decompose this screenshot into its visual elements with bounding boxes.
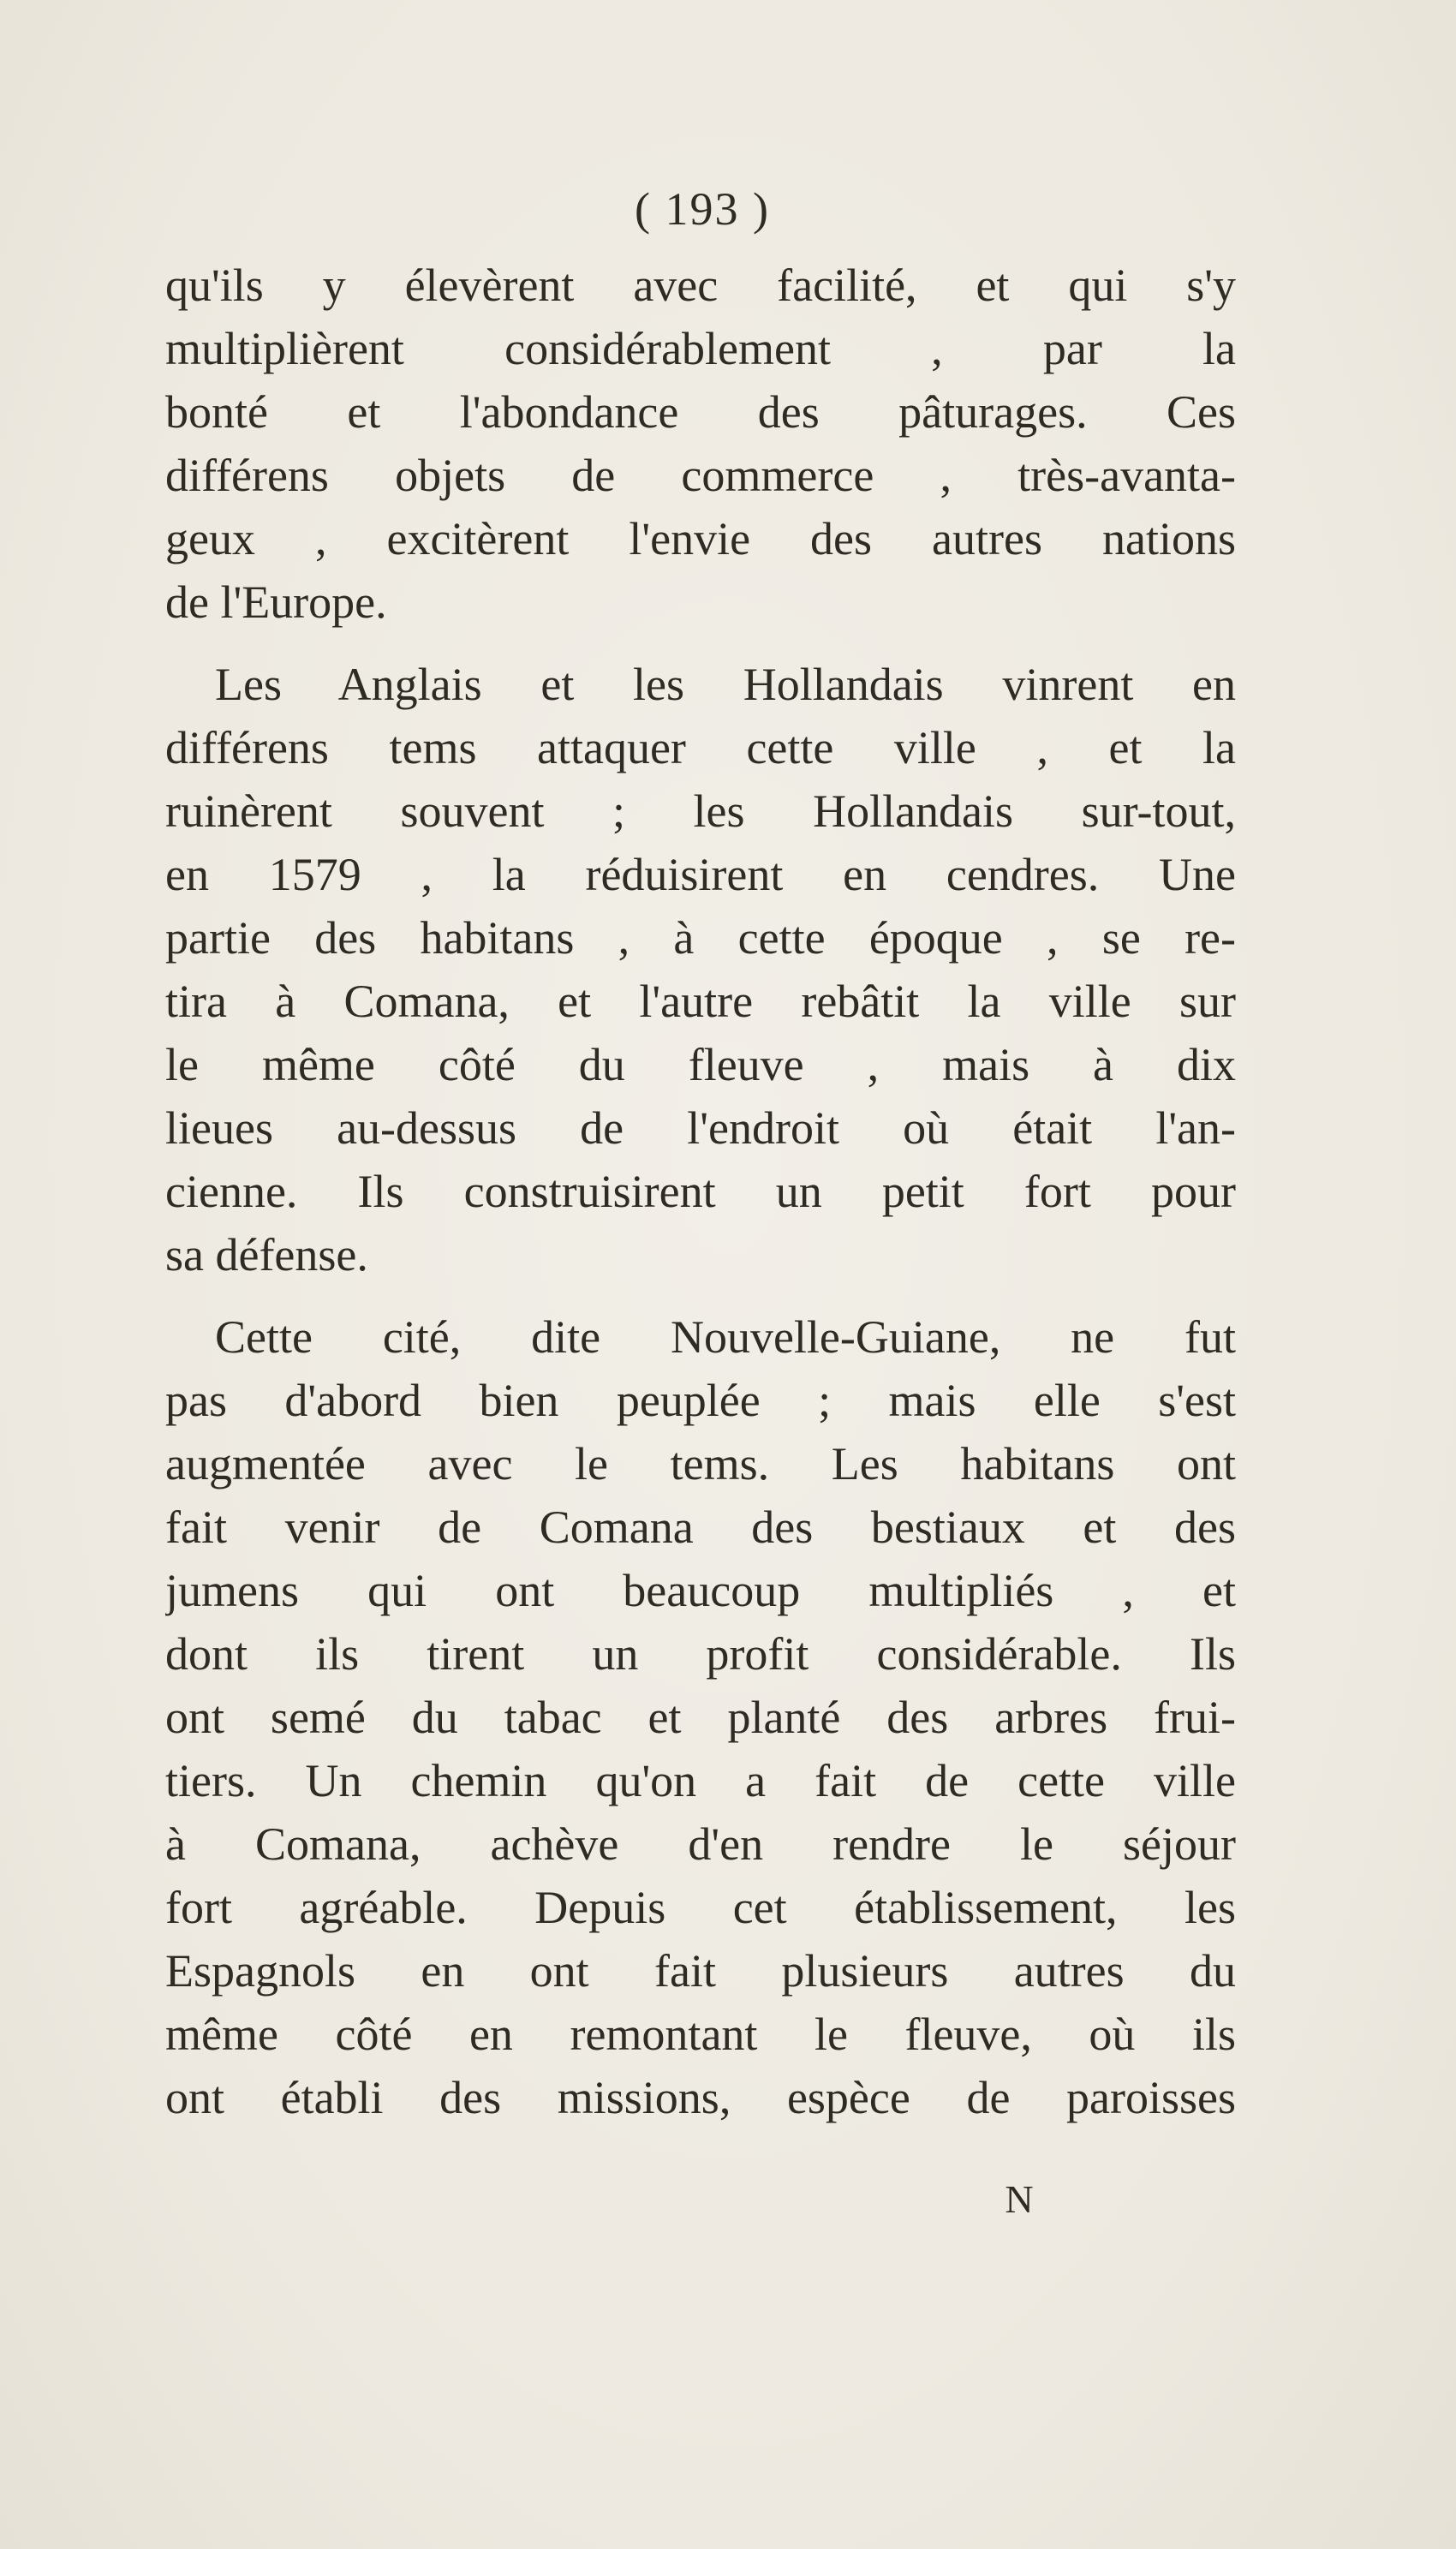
text-line: multiplièrent considérablement , par la <box>165 323 1236 374</box>
text-line: de l'Europe. <box>165 576 387 628</box>
text-line: Les Anglais et les Hollandais vinrent en <box>215 659 1236 710</box>
text-line: tira à Comana, et l'autre rebâtit la ville sur <box>165 976 1236 1027</box>
text-line: qu'ils y élevèrent avec facilité, et qui s'y <box>165 260 1236 311</box>
text-line: bonté et l'abondance des pâturages. Ces <box>165 386 1236 438</box>
text-line: différens tems attaquer cette ville , et la <box>165 722 1236 773</box>
text-line: en 1579 , la réduisirent en cendres. Une <box>165 849 1236 900</box>
text-line: fort agréable. Depuis cet établissement, les <box>165 1882 1236 1933</box>
text-line: cienne. Ils construisirent un petit fort pour <box>165 1166 1236 1217</box>
text-line: partie des habitans , à cette époque , se re- <box>165 912 1236 964</box>
text-line: tiers. Un chemin qu'on a fait de cette ville <box>165 1755 1236 1806</box>
text-line: différens objets de commerce , très-avanta- <box>165 450 1236 501</box>
text-line: Cette cité, dite Nouvelle-Guiane, ne fut <box>215 1311 1236 1363</box>
text-line: ont établi des missions, espèce de paroisses <box>165 2072 1236 2123</box>
text-line: pas d'abord bien peuplée ; mais elle s'est <box>165 1375 1236 1426</box>
text-line: même côté en remontant le fleuve, où ils <box>165 2009 1236 2060</box>
text-line: ont semé du tabac et planté des arbres frui- <box>165 1692 1236 1743</box>
text-line: fait venir de Comana des bestiaux et des <box>165 1501 1236 1553</box>
text-line: augmentée avec le tems. Les habitans ont <box>165 1438 1236 1489</box>
text-line: lieues au-dessus de l'endroit où était l'an- <box>165 1102 1236 1154</box>
text-line: ruinèrent souvent ; les Hollandais sur-tout, <box>165 785 1236 837</box>
text-line: geux , excitèrent l'envie des autres nations <box>165 513 1236 564</box>
text-line: Espagnols en ont fait plusieurs autres du <box>165 1945 1236 1997</box>
text-line: à Comana, achève d'en rendre le séjour <box>165 1818 1236 1870</box>
text-line: jumens qui ont beaucoup multipliés , et <box>165 1565 1236 1616</box>
text-line: le même côté du fleuve , mais à dix <box>165 1039 1236 1090</box>
text-line: dont ils tirent un profit considérable. Ils <box>165 1628 1236 1680</box>
text-line: sa défense. <box>165 1229 368 1280</box>
page-number: ( 193 ) <box>635 183 770 235</box>
text-body <box>165 254 1236 2129</box>
signature-mark: N <box>1005 2177 1034 2221</box>
